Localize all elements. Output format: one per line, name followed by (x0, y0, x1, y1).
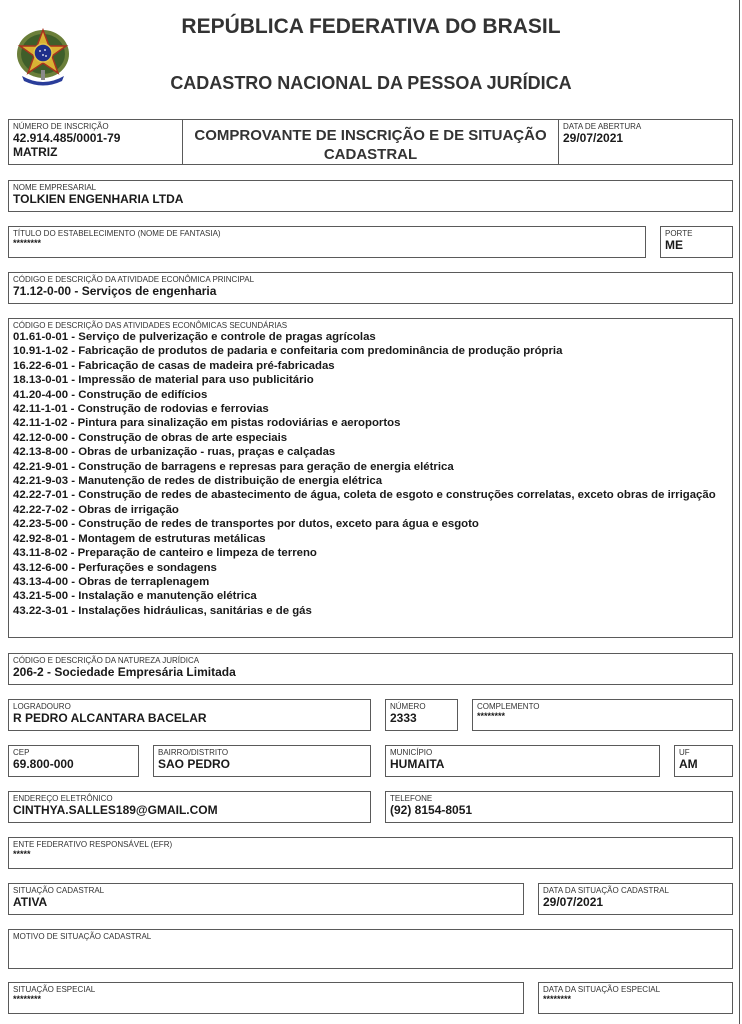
atividade-principal-value: 71.12-0-00 - Serviços de engenharia (13, 284, 217, 298)
data-situacao-cadastral-label: DATA DA SITUAÇÃO CADASTRAL (543, 886, 669, 895)
data-situacao-especial-label: DATA DA SITUAÇÃO ESPECIAL (543, 985, 661, 994)
cep-value: 69.800-000 (13, 757, 74, 771)
atividade-secundaria-item: 01.61-0-01 - Serviço de pulverização e controle de pragas agrícolas (13, 331, 376, 343)
abertura-box (558, 119, 733, 165)
porte-box (660, 226, 733, 258)
numero-label: NÚMERO (390, 702, 426, 711)
inscricao-box (8, 119, 183, 165)
bairro-value: SAO PEDRO (158, 757, 231, 771)
efr-value: ***** (13, 849, 31, 859)
uf-value: AM (679, 757, 698, 771)
nome-empresarial-box (8, 180, 733, 212)
atividade-secundaria-item: 42.11-1-01 - Construção de rodovias e ferrovias (13, 403, 269, 416)
atividade-principal-box (8, 272, 733, 304)
document-title-box (182, 119, 559, 165)
abertura-label: DATA DE ABERTURA (563, 122, 642, 131)
atividade-secundaria-item: 42.12-0-00 - Construção de obras de arte especiais (13, 431, 288, 444)
situacao-especial-label: SITUAÇÃO ESPECIAL (13, 985, 96, 994)
document-title-line2: CADASTRAL (323, 146, 418, 163)
atividade-secundaria-item: 43.21-5-00 - Instalação e manutenção elétrica (13, 590, 257, 603)
situacao-cadastral-label: SITUAÇÃO CADASTRAL (13, 886, 105, 895)
atividade-secundaria-item: 43.13-4-00 - Obras de terraplenagem (13, 575, 210, 588)
porte-value: ME (665, 238, 683, 252)
municipio-value: HUMAITA (390, 757, 445, 771)
efr-box (8, 837, 733, 869)
inscricao-numero: 42.914.485/0001-79 (13, 131, 121, 145)
municipio-box (385, 745, 660, 777)
nome-fantasia-label: TÍTULO DO ESTABELECIMENTO (NOME DE FANTASIA) (13, 229, 221, 238)
data-situacao-cadastral-value: 29/07/2021 (543, 895, 604, 909)
data-situacao-especial-box (538, 982, 733, 1014)
nome-empresarial-label: NOME EMPRESARIAL (13, 183, 97, 192)
natureza-juridica-value: 206-2 - Sociedade Empresária Limitada (13, 665, 236, 679)
situacao-especial-box (8, 982, 524, 1014)
natureza-juridica-box (8, 653, 733, 685)
municipio-label: MUNICÍPIO (390, 748, 433, 757)
cep-label: CEP (13, 748, 30, 757)
situacao-cadastral-box (8, 883, 524, 915)
logradouro-label: LOGRADOURO (13, 702, 71, 711)
atividades-secundarias-list (13, 330, 728, 618)
motivo-situacao-label: MOTIVO DE SITUAÇÃO CADASTRAL (13, 932, 152, 941)
nome-empresarial-value: TOLKIEN ENGENHARIA LTDA (13, 192, 184, 206)
logradouro-value: R PEDRO ALCANTARA BACELAR (13, 711, 207, 725)
uf-label: UF (679, 748, 690, 757)
inscricao-tipo: MATRIZ (13, 145, 58, 159)
header-title: REPÚBLICA FEDERATIVA DO BRASIL (181, 15, 561, 38)
complemento-value: ******** (477, 711, 506, 721)
abertura-value: 29/07/2021 (563, 131, 624, 145)
uf-box (674, 745, 733, 777)
telefone-label: TELEFONE (390, 794, 433, 803)
atividade-secundaria-item: 43.11-8-02 - Preparação de canteiro e limpeza de terreno (13, 547, 317, 560)
bairro-box (153, 745, 371, 777)
situacao-cadastral-value: ATIVA (13, 895, 48, 909)
porte-label: PORTE (665, 229, 693, 238)
header-subtitle: CADASTRO NACIONAL DA PESSOA JURÍDICA (170, 73, 572, 93)
atividade-secundaria-item: 42.21-9-01 - Construção de barragens e represas para geração de energia elétrica (13, 460, 454, 473)
bairro-label: BAIRRO/DISTRITO (158, 748, 229, 757)
atividade-secundaria-item: 42.13-8-00 - Obras de urbanização - ruas, praças e calçadas (13, 446, 336, 459)
logradouro-box (8, 699, 371, 731)
atividade-secundaria-item: 42.11-1-02 - Pintura para sinalização em pistas rodoviárias e aeroportos (13, 417, 401, 430)
motivo-situacao-box (8, 929, 733, 969)
atividade-secundaria-item: 42.23-5-00 - Construção de redes de transportes por dutos, exceto para água e esgoto (13, 518, 479, 531)
atividade-secundaria-item: 43.22-3-01 - Instalações hidráulicas, sanitárias e de gás (13, 604, 312, 617)
atividade-secundaria-item: 41.20-4-00 - Construção de edifícios (13, 388, 208, 401)
email-value: CINTHYA.SALLES189@GMAIL.COM (13, 803, 218, 817)
natureza-juridica-label: CÓDIGO E DESCRIÇÃO DA NATUREZA JURÍDICA (13, 656, 200, 665)
telefone-value: (92) 8154-8051 (390, 803, 473, 817)
atividade-secundaria-item: 16.22-6-01 - Fabricação de casas de madeira pré-fabricadas (13, 359, 335, 372)
email-label: ENDEREÇO ELETRÔNICO (13, 794, 113, 803)
atividade-secundaria-item: 42.22-7-01 - Construção de redes de abastecimento de água, coleta de esgoto e construções correlatas, exceto obras de irrigação (13, 489, 716, 502)
atividade-secundaria-item: 43.12-6-00 - Perfurações e sondagens (13, 561, 217, 574)
numero-box (385, 699, 458, 731)
atividades-secundarias-label: CÓDIGO E DESCRIÇÃO DAS ATIVIDADES ECONÔMICAS SECUNDÁRIAS (13, 321, 288, 330)
atividade-secundaria-item: 42.21-9-03 - Manutenção de redes de distribuição de energia elétrica (13, 475, 383, 488)
atividades-secundarias-box (8, 318, 733, 638)
atividade-secundaria-item: 10.91-1-02 - Fabricação de produtos de padaria e confeitaria com predominância de produção própria (13, 345, 563, 358)
data-situacao-cadastral-box (538, 883, 733, 915)
complemento-label: COMPLEMENTO (477, 702, 540, 711)
atividade-principal-label: CÓDIGO E DESCRIÇÃO DA ATIVIDADE ECONÔMICA PRINCIPAL (13, 275, 255, 284)
situacao-especial-value: ******** (13, 994, 42, 1004)
telefone-box (385, 791, 733, 823)
page-edge-rule (739, 0, 740, 1024)
document-title-line1: COMPROVANTE DE INSCRIÇÃO E DE SITUAÇÃO (194, 127, 547, 144)
atividade-secundaria-item: 42.92-8-01 - Montagem de estruturas metálicas (13, 532, 266, 545)
cep-box (8, 745, 139, 777)
complemento-box (472, 699, 733, 731)
atividade-secundaria-item: 42.22-7-02 - Obras de irrigação (13, 503, 179, 516)
inscricao-label: NÚMERO DE INSCRIÇÃO (13, 122, 109, 131)
atividade-secundaria-item: 18.13-0-01 - Impressão de material para uso publicitário (13, 374, 314, 387)
nome-fantasia-value: ******** (13, 238, 42, 248)
nome-fantasia-box (8, 226, 646, 258)
data-situacao-especial-value: ******** (543, 994, 572, 1004)
numero-value: 2333 (390, 711, 417, 725)
email-box (8, 791, 371, 823)
efr-label: ENTE FEDERATIVO RESPONSÁVEL (EFR) (13, 840, 173, 849)
